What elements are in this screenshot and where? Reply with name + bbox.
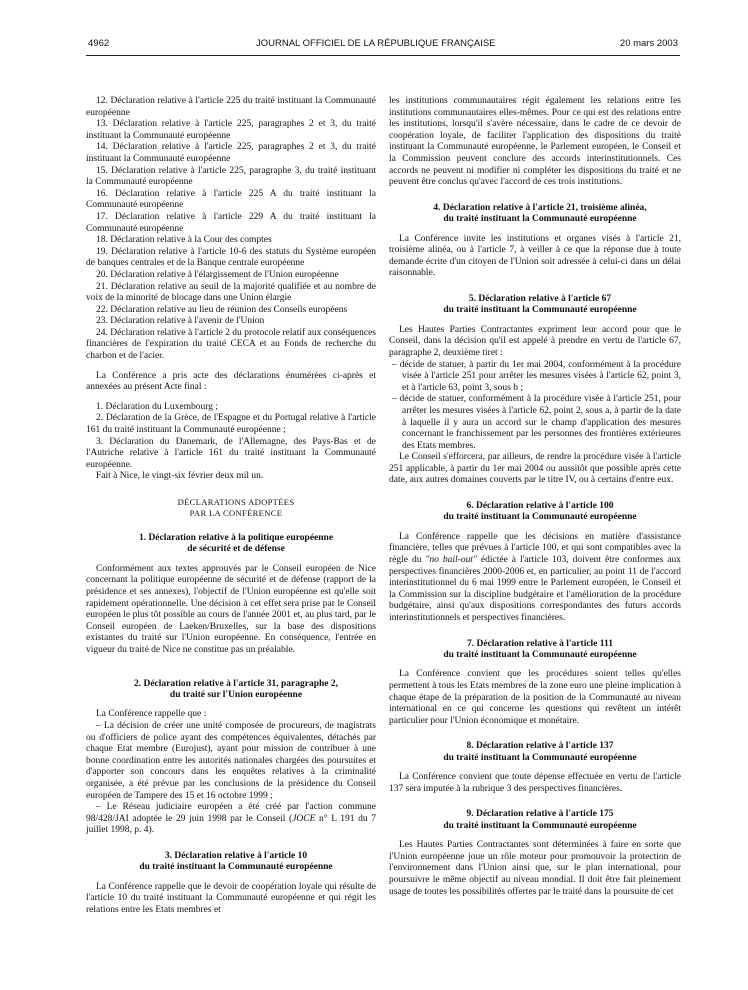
publication-date: 20 mars 2003 [619,38,678,49]
section-1-body: Conformément aux textes approuvés par le Conseil européen de Nice concernant la politique européenne de sécurité et de défense (rapport de la présidence et ses annexes), l'objectif de l'Union européenne est qu'elle soit rapidement opérationnelle. Une décision à cet effet sera prise par le Conseil européen le plus tôt possible au cours de l'année 2001 et, au plus tard, par le Conseil européen de Laeken/Bruxelles, sur la base des dispositions existantes du traité sur l'Union européenne. En conséquence, l'entrée en vigueur du traité de Nice ne constitue pas un préalable. [86,563,376,655]
adopted-heading-line2: PAR LA CONFÉRENCE [189,508,283,518]
section-2-dash-2: – Le Réseau judiciaire européen a été créé par l'action commune 98/428/JAI adoptée le 29 juin 1998 par le Conseil (JOCE n° L 191 du 7 juillet 1998, p. 4). [86,802,377,836]
section-2-title-line2: du traité sur l'Union européenne [169,689,303,700]
declaration-list-item: 13. Déclaration relative à l'article 225, paragraphes 2 et 3, du traité instituant la Communauté européenne [86,119,376,141]
section-9-title-line2: du traité instituant la Communauté européenne [443,820,637,831]
declaration-list-item: 19. Déclaration relative à l'article 10-6 des statuts du Système européen de banques centrales et de la Banque centrale européenne [86,246,376,269]
section-6-title-line1: 6. Déclaration relative à l'article 100 [466,501,614,512]
declaration-list-item: 24. Déclaration relative à l'article 2 du protocole relatif aux conséquences financières de l'expiration du traité CECA et au Fonds de recherche du charbon et de l'acier. [86,327,376,362]
declaration-greece-spain-portugal: 2. Déclaration de la Grèce, de l'Espagne et du Portugal relative à l'article 161 du traité instituant la Communauté européenne ; [86,413,376,436]
section-4-title-line2: du traité instituant la Communauté européenne [443,214,637,225]
left-column [86,96,376,917]
adopted-heading-line1: DÉCLARATIONS ADOPTÉES [177,497,295,507]
section-6-body: La Conférence rappelle que les décisions en matière d'assistance financière, telles que prévues à l'article 100, et qui sont compatibles avec la règle du "no bail-out" édictée à l'article 103, doivent être conformes aux perspectives financières 2000-2006 et, en particulier, au point 11 de l'accord interinstitutionnel du 6 mai 1999 entre le Parlement européen, le Conseil et la Commission sur la discipline budgétaire et l'amélioration de la procédure budgétaire, ainsi qu'aux dispositions correspondantes des futurs accords interinstitutionnels et perspectives financières. [389,531,681,624]
section-7-title-line2: du traité instituant la Communauté européenne [443,650,637,661]
declaration-list-item: 22. Déclaration relative au lieu de réunion des Conseils européens [96,304,348,315]
declaration-list-item: 16. Déclaration relative à l'article 225 A du traité instituant la Communauté européenne [86,188,376,211]
declaration-list-item: 17. Déclaration relative à l'article 229 A du traité instituant la Communauté européenne [86,211,376,234]
section-8-body: La Conférence convient que toute dépense effectuée en vertu de l'article 137 sera imputée à la rubrique 3 des perspectives financières. [389,772,681,794]
section-3-title-line1: 3. Déclaration relative à l'article 10 [164,850,308,861]
signature-line: Fait à Nice, le vingt-six février deux mil un. [96,471,264,482]
declaration-list-item: 18. Déclaration relative à la Cour des comptes [96,235,272,246]
section-2-dash-1: – La décision de créer une unité composée de procureurs, de magistrats ou d'officiers de police ayant des compétences équivalentes, détachés par chaque Etat membre (Eurojust), ayant pour mission de contribuer à une bonne coordination entre les autorités nationales chargées des poursuites et d'apporter son concours dans les enquêtes relatives à la criminalité organisée, a été prévue par les conclusions de la présidence du Conseil européen de Tampere des 15 et 16 octobre 1999 ; [86,720,376,801]
declaration-list-item: 21. Déclaration relative au seuil de la majorité qualifiée et au nombre de voix de la minorité de blocage dans une Union élargie [86,281,376,304]
declaration-denmark-germany: 3. Déclaration du Danemark, de l'Allemagne, des Pays-Bas et de l'Autriche relative à l'article 161 du traité instituant la Communauté européenne. [86,436,376,470]
section-5-dash-2: – décide de statuer, conformément à la procédure visée à l'article 251, pour arrêter les mesures visées à l'article 62, point 2, sous a, à partir de la date à laquelle il y aura un accord sur le champ d'application des mesures concernant le franchissement par les personnes des frontières extérieures des Etats membres. [392,394,681,451]
section-8-title-line1: 8. Déclaration relative à l'article 137 [466,741,614,752]
declaration-luxembourg: 1. Déclaration du Luxembourg ; [96,401,218,412]
section-4-body: La Conférence invite les institutions et organes visés à l'article 21, troisième alinéa, ou à l'article 7, à veiller à ce que la réponse due à toute demande écrite d'un citoyen de l'Union soit adressée à celui-ci dans un délai raisonnable. [389,233,681,279]
right-column [389,96,681,898]
section-5-title-line1: 5. Déclaration relative à l'article 67 [468,293,612,304]
section-5-title-line2: du traité instituant la Communauté européenne [443,305,637,316]
section-2-intro: La Conférence rappelle que : [96,709,207,720]
section-8-title-line2: du traité instituant la Communauté européenne [443,752,637,763]
declaration-list-item: 15. Déclaration relative à l'article 225, paragraphe 3, du traité instituant la Communauté européenne [86,165,376,188]
section-7-body: La Conférence convient que les procédures soient telles qu'elles permettent à tous les Etats membres de la zone euro une pleine implication à chaque étape de la préparation de la position de la Communauté au niveau international en ce qui concerne les questions qui revêtent un intérêt particulier pour l'Union économique et monétaire. [389,669,681,726]
section-3-body: La Conférence rappelle que le devoir de coopération loyale qui résulte de l'article 10 du traité instituant la Communauté européenne et qui régit les relations entre les Etats membres et [86,881,376,915]
declaration-list-item: 20. Déclaration relative à l'élargissement de l'Union européenne [96,269,339,280]
section-3-title-line2: du traité instituant la Communauté européenne [139,862,333,873]
section-1-title-line2: de sécurité et de défense [187,544,285,555]
section-6-title-line2: du traité instituant la Communauté européenne [443,512,637,523]
section-3-continuation: les institutions communautaires régit également les relations entre les institutions communautaires elles-mêmes. Pour ce qui est des relations entre les institutions, lorsqu'il s'avère nécessaire, dans le cadre de ce devoir de coopération loyale, de faciliter l'application des dispositions du traité instituant la Communauté européenne, le Parlement européen, le Conseil et la Commission peuvent conclure des accords interinstitutionnels. Ces accords ne peuvent ni modifier ni compléter les dispositions du traité et ne peuvent être conclus qu'avec l'accord de ces trois institutions. [389,96,681,188]
journal-title: JOURNAL OFFICIEL DE LA RÉPUBLIQUE FRANÇAISE [256,38,496,49]
section-4-title-line1: 4. Déclaration relative à l'article 21, troisième alinéa, [433,202,647,213]
declaration-list-item: 14. Déclaration relative à l'article 225, paragraphes 2 et 3, du traité instituant la Communauté européenne [86,142,376,164]
section-5-body-2: Le Conseil s'efforcera, par ailleurs, de rendre la procédure visée à l'article 251 applicable, à partir du 1er mai 2004 ou aussitôt que possible après cette date, aux autres domaines couverts par le titre IV, ou à certains d'entre eux. [389,452,681,486]
page-number: 4962 [88,38,110,49]
section-9-body: Les Hautes Parties Contractantes sont déterminées à faire en sorte que l'Union européenne joue un rôle moteur pour promouvoir la protection de l'environnement dans l'Union ainsi que, sur le plan international, pour poursuivre le même objectif au niveau mondial. Il doit être fait pleinement usage de toutes les possibilités offertes par le traité dans la poursuite de cet [389,840,681,897]
declaration-list [86,96,376,363]
section-2-title-line1: 2. Déclaration relative à l'article 31, paragraphe 2, [133,678,339,689]
section-1-title-line1: 1. Déclaration relative à la politique européenne [138,533,334,543]
conference-intro: La Conférence a pris acte des déclarations énumérées ci-après et annexées au présent Acte final : [86,370,376,393]
section-9-title-line1: 9. Déclaration relative à l'article 175 [466,809,614,820]
declaration-list-item: 12. Déclaration relative à l'article 225 du traité instituant la Communauté européenne [86,96,376,118]
header-rule [86,55,680,56]
section-7-title-line1: 7. Déclaration relative à l'article 111 [467,638,613,649]
section-5-dash-1: – décide de statuer, à partir du 1er mai 2004, conformément à la procédure visée à l'article 251 pour arrêter les mesures visées à l'article 62, point 3, et à l'article 63, point 3, sous b ; [392,359,681,393]
declaration-list-item: 23. Déclaration relative à l'avenir de l'Union [96,316,265,327]
section-5-intro: Les Hautes Parties Contractantes expriment leur accord pour que le Conseil, dans la décision qu'il est appelé à prendre en vertu de l'article 67, paragraphe 2, deuxième tiret : [389,324,681,358]
page-header [88,38,678,52]
